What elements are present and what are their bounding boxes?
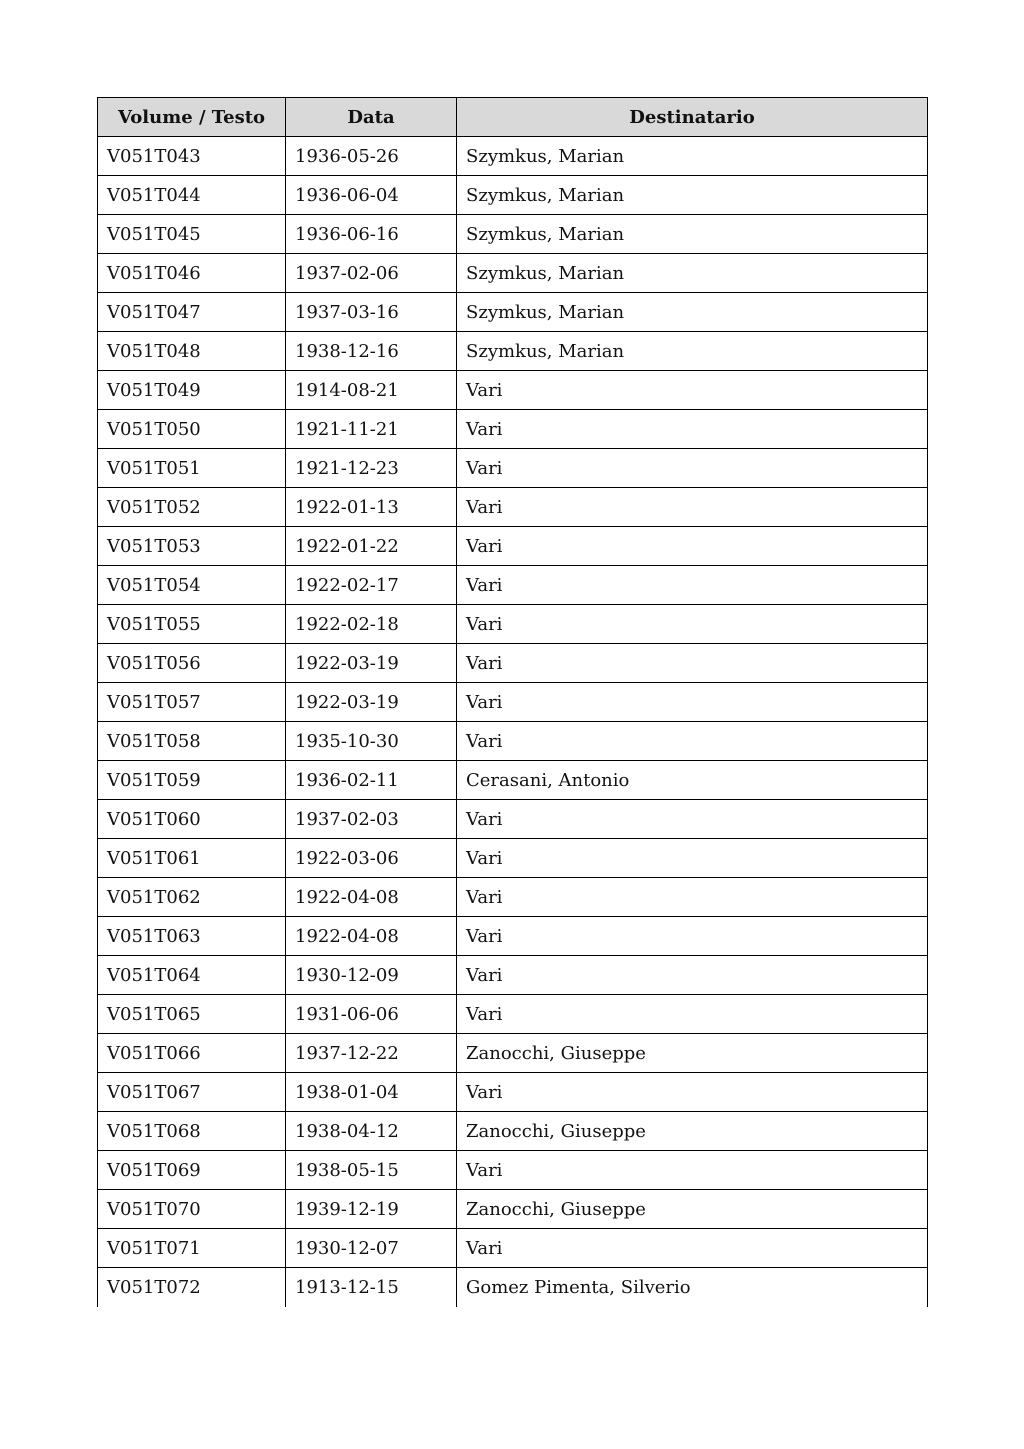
- table-row: [98, 371, 928, 410]
- table-row: [98, 449, 928, 488]
- cell-destinatario: Gomez Pimenta, Silverio: [457, 1268, 928, 1307]
- cell-destinatario: Vari: [457, 566, 928, 605]
- table-row: [98, 917, 928, 956]
- table-row: [98, 293, 928, 332]
- cell-data: 1937-02-06: [286, 254, 457, 293]
- table-row: [98, 527, 928, 566]
- cell-volume-testo: V051T069: [98, 1151, 286, 1190]
- cell-data: 1922-04-08: [286, 878, 457, 917]
- cell-data: 1937-12-22: [286, 1034, 457, 1073]
- cell-destinatario: Vari: [457, 488, 928, 527]
- cell-destinatario: Vari: [457, 1151, 928, 1190]
- table-row: [98, 878, 928, 917]
- table-row: [98, 605, 928, 644]
- cell-destinatario: Szymkus, Marian: [457, 137, 928, 176]
- cell-destinatario: Vari: [457, 527, 928, 566]
- table-row: [98, 137, 928, 176]
- cell-volume-testo: V051T043: [98, 137, 286, 176]
- cell-destinatario: Vari: [457, 1229, 928, 1268]
- cell-volume-testo: V051T057: [98, 683, 286, 722]
- table-row: [98, 176, 928, 215]
- cell-data: 1930-12-07: [286, 1229, 457, 1268]
- cell-volume-testo: V051T046: [98, 254, 286, 293]
- cell-data: 1938-04-12: [286, 1112, 457, 1151]
- table-row: [98, 488, 928, 527]
- table-row: [98, 1229, 928, 1268]
- table-row: [98, 956, 928, 995]
- table-row: [98, 1151, 928, 1190]
- cell-destinatario: Vari: [457, 956, 928, 995]
- cell-volume-testo: V051T070: [98, 1190, 286, 1229]
- cell-volume-testo: V051T053: [98, 527, 286, 566]
- cell-destinatario: Zanocchi, Giuseppe: [457, 1190, 928, 1229]
- cell-data: 1921-11-21: [286, 410, 457, 449]
- cell-data: 1921-12-23: [286, 449, 457, 488]
- cell-destinatario: Zanocchi, Giuseppe: [457, 1034, 928, 1073]
- cell-data: 1922-01-13: [286, 488, 457, 527]
- table-row: [98, 839, 928, 878]
- cell-data: 1931-06-06: [286, 995, 457, 1034]
- cell-destinatario: Szymkus, Marian: [457, 176, 928, 215]
- cell-volume-testo: V051T054: [98, 566, 286, 605]
- cell-destinatario: Szymkus, Marian: [457, 293, 928, 332]
- cell-destinatario: Vari: [457, 371, 928, 410]
- column-header-destinatario: Destinatario: [457, 98, 928, 137]
- table-row: [98, 644, 928, 683]
- table-row: [98, 332, 928, 371]
- cell-volume-testo: V051T050: [98, 410, 286, 449]
- cell-data: 1937-02-03: [286, 800, 457, 839]
- cell-data: 1935-10-30: [286, 722, 457, 761]
- cell-volume-testo: V051T063: [98, 917, 286, 956]
- cell-data: 1922-04-08: [286, 917, 457, 956]
- cell-volume-testo: V051T051: [98, 449, 286, 488]
- cell-destinatario: Vari: [457, 1073, 928, 1112]
- cell-data: 1936-05-26: [286, 137, 457, 176]
- table-row: [98, 1112, 928, 1151]
- letters-table: [97, 97, 928, 1307]
- cell-destinatario: Vari: [457, 605, 928, 644]
- table-row: [98, 683, 928, 722]
- cell-volume-testo: V051T062: [98, 878, 286, 917]
- table-row: [98, 1034, 928, 1073]
- cell-volume-testo: V051T061: [98, 839, 286, 878]
- cell-volume-testo: V051T064: [98, 956, 286, 995]
- table-row: [98, 410, 928, 449]
- cell-volume-testo: V051T059: [98, 761, 286, 800]
- cell-destinatario: Szymkus, Marian: [457, 332, 928, 371]
- cell-data: 1938-05-15: [286, 1151, 457, 1190]
- table-row: [98, 566, 928, 605]
- cell-data: 1913-12-15: [286, 1268, 457, 1307]
- header-row: [98, 98, 928, 137]
- cell-data: 1922-01-22: [286, 527, 457, 566]
- cell-volume-testo: V051T044: [98, 176, 286, 215]
- cell-destinatario: Szymkus, Marian: [457, 215, 928, 254]
- table-row: [98, 1190, 928, 1229]
- cell-data: 1922-02-17: [286, 566, 457, 605]
- cell-volume-testo: V051T067: [98, 1073, 286, 1112]
- cell-volume-testo: V051T055: [98, 605, 286, 644]
- cell-destinatario: Cerasani, Antonio: [457, 761, 928, 800]
- table-row: [98, 761, 928, 800]
- cell-volume-testo: V051T048: [98, 332, 286, 371]
- table-body: [98, 137, 928, 1307]
- table-row: [98, 800, 928, 839]
- table-row: [98, 722, 928, 761]
- cell-volume-testo: V051T058: [98, 722, 286, 761]
- cell-volume-testo: V051T049: [98, 371, 286, 410]
- column-header-data: Data: [286, 98, 457, 137]
- cell-data: 1922-03-06: [286, 839, 457, 878]
- cell-data: 1922-03-19: [286, 644, 457, 683]
- cell-volume-testo: V051T071: [98, 1229, 286, 1268]
- cell-destinatario: Vari: [457, 995, 928, 1034]
- table-row: [98, 995, 928, 1034]
- table-row: [98, 1268, 928, 1307]
- table-row: [98, 215, 928, 254]
- cell-data: 1930-12-09: [286, 956, 457, 995]
- cell-data: 1936-02-11: [286, 761, 457, 800]
- cell-data: 1938-12-16: [286, 332, 457, 371]
- cell-data: 1914-08-21: [286, 371, 457, 410]
- cell-destinatario: Vari: [457, 410, 928, 449]
- table-row: [98, 1073, 928, 1112]
- cell-destinatario: Zanocchi, Giuseppe: [457, 1112, 928, 1151]
- cell-volume-testo: V051T045: [98, 215, 286, 254]
- cell-volume-testo: V051T065: [98, 995, 286, 1034]
- cell-data: 1922-02-18: [286, 605, 457, 644]
- cell-destinatario: Vari: [457, 683, 928, 722]
- table-header: [98, 98, 928, 137]
- cell-data: 1939-12-19: [286, 1190, 457, 1229]
- cell-volume-testo: V051T047: [98, 293, 286, 332]
- cell-data: 1936-06-16: [286, 215, 457, 254]
- cell-data: 1937-03-16: [286, 293, 457, 332]
- column-header-volume-testo: Volume / Testo: [98, 98, 286, 137]
- cell-destinatario: Vari: [457, 644, 928, 683]
- cell-destinatario: Vari: [457, 839, 928, 878]
- cell-destinatario: Szymkus, Marian: [457, 254, 928, 293]
- cell-volume-testo: V051T072: [98, 1268, 286, 1307]
- cell-destinatario: Vari: [457, 917, 928, 956]
- cell-destinatario: Vari: [457, 878, 928, 917]
- table-row: [98, 254, 928, 293]
- cell-volume-testo: V051T066: [98, 1034, 286, 1073]
- cell-volume-testo: V051T056: [98, 644, 286, 683]
- cell-volume-testo: V051T068: [98, 1112, 286, 1151]
- cell-destinatario: Vari: [457, 722, 928, 761]
- cell-data: 1938-01-04: [286, 1073, 457, 1112]
- cell-data: 1922-03-19: [286, 683, 457, 722]
- cell-volume-testo: V051T052: [98, 488, 286, 527]
- cell-destinatario: Vari: [457, 449, 928, 488]
- cell-data: 1936-06-04: [286, 176, 457, 215]
- cell-volume-testo: V051T060: [98, 800, 286, 839]
- cell-destinatario: Vari: [457, 800, 928, 839]
